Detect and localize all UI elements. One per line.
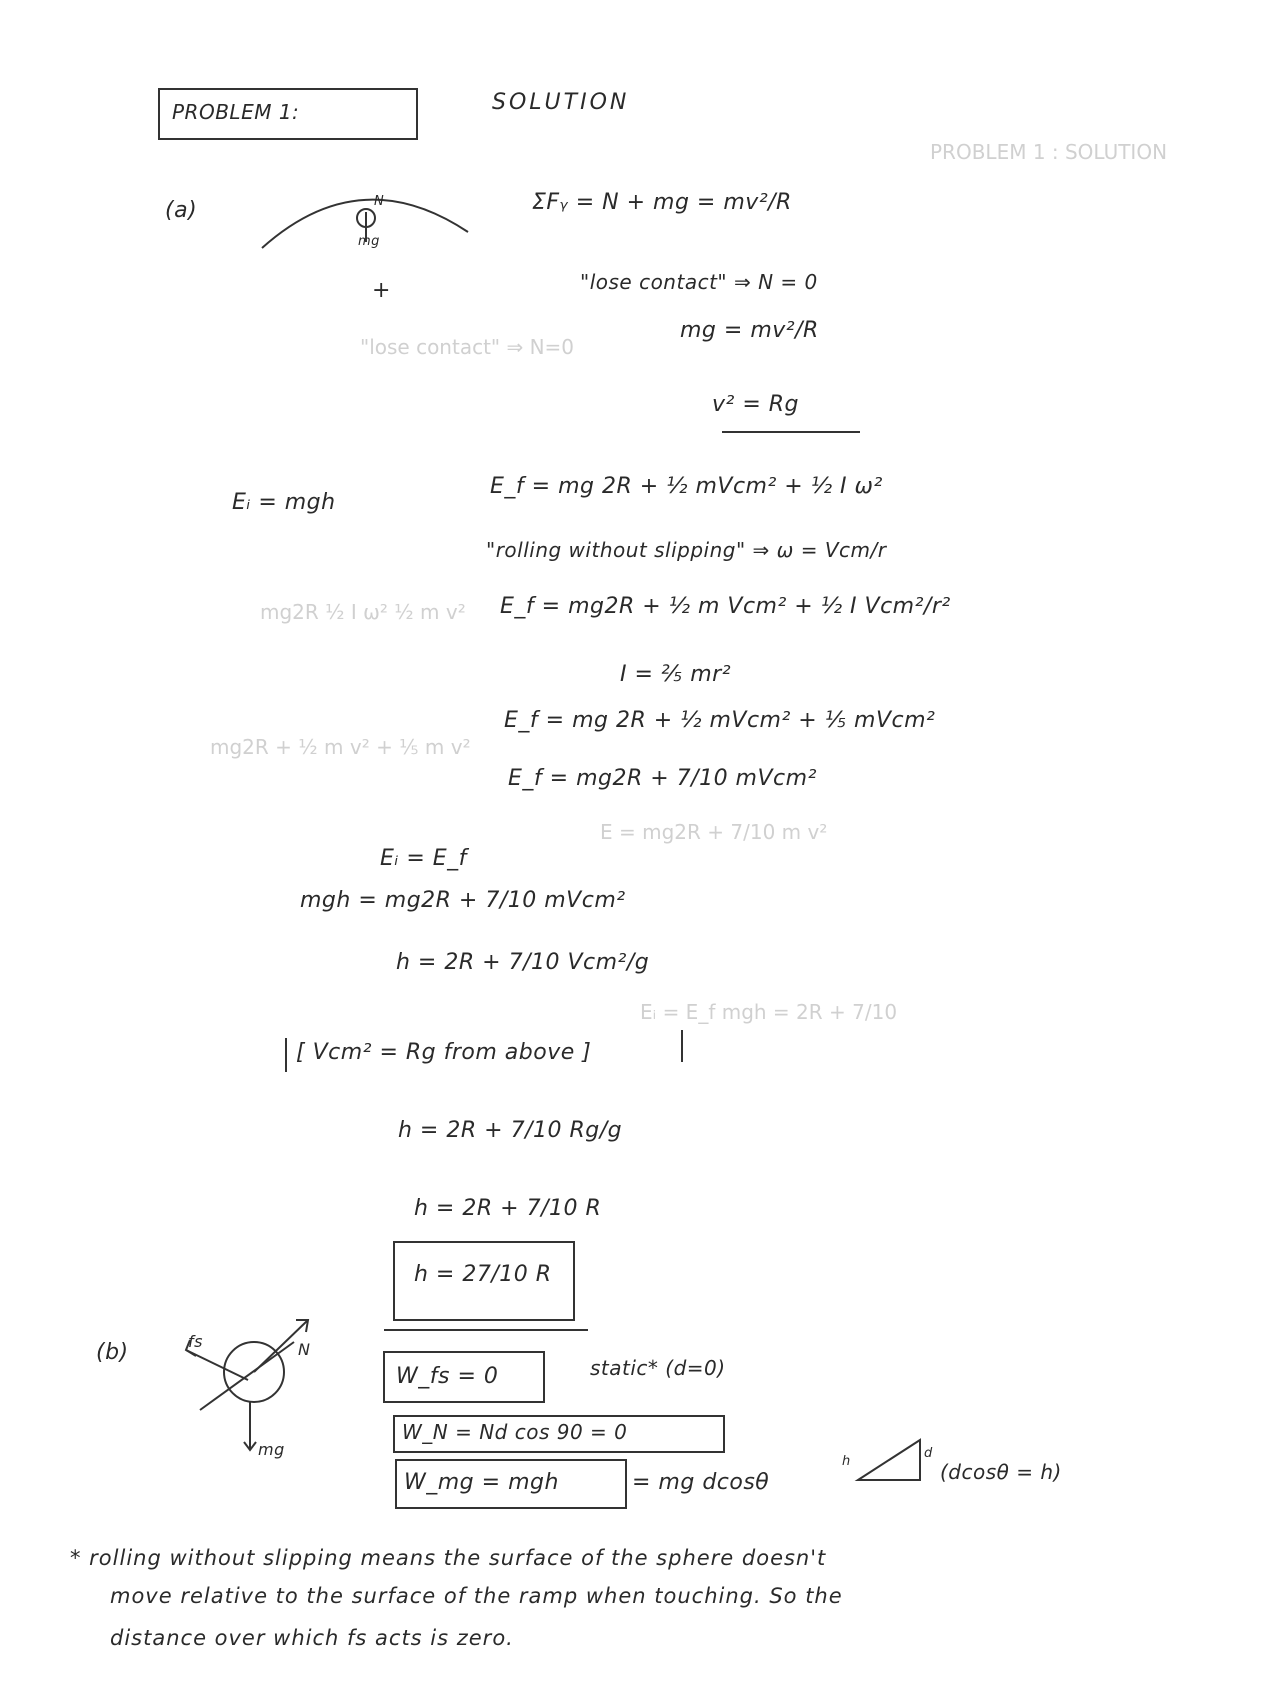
bracket-note: [ Vcm² = Rg from above ] xyxy=(296,1040,592,1065)
final-answer: h = 27/10 R xyxy=(414,1262,552,1287)
triangle-d-label: d xyxy=(924,1446,933,1461)
ramp-triangle xyxy=(858,1440,920,1480)
bleed-through-text: Eᵢ = E_f mgh = 2R + 7/10 xyxy=(640,1000,898,1024)
rolling-condition: "rolling without slipping" ⇒ ω = Vcm/r xyxy=(486,538,887,562)
footnote-line-2: move relative to the surface of the ramp when touching. So the xyxy=(110,1584,843,1608)
work-gravity: W_mg = mgh xyxy=(404,1470,559,1495)
eq-v2-rg: v² = Rg xyxy=(712,392,800,417)
fbd-plus: + xyxy=(372,278,391,303)
eq-mg-mv2: mg = mv²/R xyxy=(680,318,819,343)
lose-contact-note: "lose contact" ⇒ N = 0 xyxy=(580,270,818,294)
eq-inertia: I = ⅖ mr² xyxy=(620,662,732,687)
bleed-through-text: "lose contact" ⇒ N=0 xyxy=(360,335,575,359)
triangle-h-label: h xyxy=(842,1454,851,1469)
bleed-through-text: PROBLEM 1 : SOLUTION xyxy=(930,140,1168,164)
static-note: static* (d=0) xyxy=(590,1356,726,1380)
fbd-n-label-b: N xyxy=(298,1340,311,1359)
eq-ef-4: E_f = mg2R + 7/10 mVcm² xyxy=(508,766,817,791)
problem-label: PROBLEM 1: xyxy=(172,100,300,124)
fbd-n-label: N xyxy=(374,194,385,209)
eq-ei: Eᵢ = mgh xyxy=(232,490,336,515)
eq-h-vcm: h = 2R + 7/10 Vcm²/g xyxy=(396,950,650,975)
dcos-note: (dcosθ = h) xyxy=(940,1460,1062,1484)
fbd-mg-label: mg xyxy=(358,234,380,249)
work-normal: W_N = Nd cos 90 = 0 xyxy=(402,1420,628,1444)
eq-sum-forces: ΣFᵧ = N + mg = mv²/R xyxy=(532,190,792,215)
footnote-line-1: * rolling without slipping means the surface of the sphere doesn't xyxy=(70,1546,827,1570)
part-a-label: (a) xyxy=(165,198,198,223)
fbd-fs-label: fs xyxy=(188,1332,203,1351)
bleed-through-text: mg2R ½ I ω² ½ m v² xyxy=(260,600,466,624)
footnote-line-3: distance over which fs acts is zero. xyxy=(110,1626,514,1650)
solution-label: SOLUTION xyxy=(492,90,630,115)
fbd-mg-label-b: mg xyxy=(258,1440,285,1459)
eq-ef-1: E_f = mg 2R + ½ mVcm² + ½ I ω² xyxy=(490,474,883,499)
eq-h-7r: h = 2R + 7/10 R xyxy=(414,1196,602,1221)
part-b-label: (b) xyxy=(96,1340,129,1365)
bleed-through-text: E = mg2R + 7/10 m v² xyxy=(600,820,828,844)
eq-h-rg: h = 2R + 7/10 Rg/g xyxy=(398,1118,623,1143)
bleed-through-text: mg2R + ½ m v² + ⅕ m v² xyxy=(210,735,471,759)
work-friction: W_fs = 0 xyxy=(396,1364,499,1389)
eq-ef-3: E_f = mg 2R + ½ mVcm² + ⅕ mVcm² xyxy=(504,708,936,733)
ramp-line xyxy=(200,1342,294,1410)
eq-conservation: Eᵢ = E_f xyxy=(380,846,467,871)
work-gravity-rhs: = mg dcosθ xyxy=(632,1470,770,1495)
eq-ef-2: E_f = mg2R + ½ m Vcm² + ½ I Vcm²/r² xyxy=(500,594,951,619)
eq-mgh: mgh = mg2R + 7/10 mVcm² xyxy=(300,888,626,913)
